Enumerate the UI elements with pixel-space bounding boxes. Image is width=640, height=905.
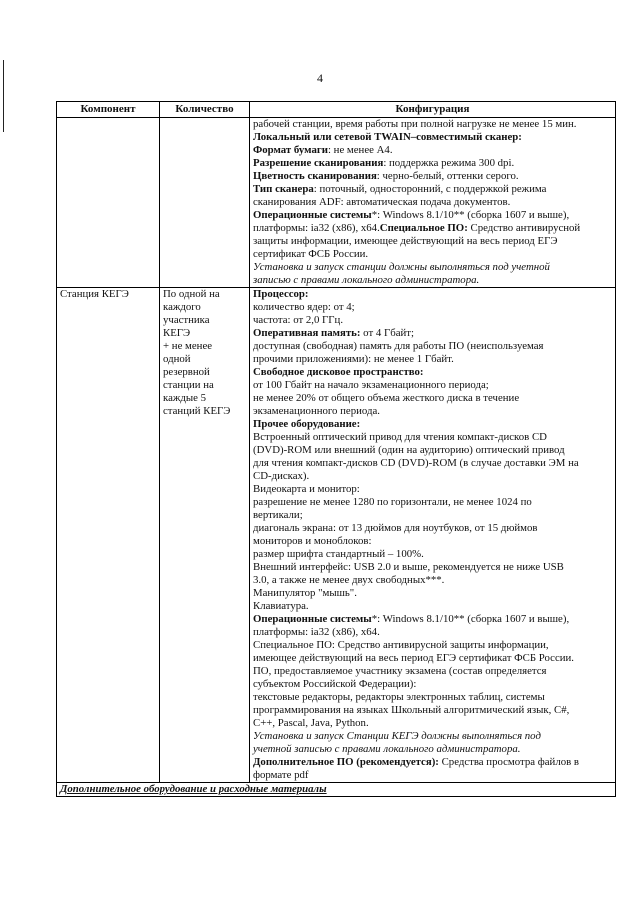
quantity-line: станций КЕГЭ (163, 405, 231, 417)
quantity-line: КЕГЭ (163, 327, 191, 339)
config-line: рабочей станции, время работы при полной нагрузке не менее 15 мин. (253, 118, 577, 130)
footer-title: Дополнительное оборудование и расходные материалы (60, 783, 327, 795)
config-line: защиты информации, имеющее действующий на весь период ЕГЭ (253, 235, 558, 247)
config-line: для чтения компакт-дисков CD (DVD)-ROM (в случае доставки ЭМ на (253, 457, 579, 469)
config-line: размер шрифта стандартный – 100%. (253, 548, 424, 560)
quantity-line: резервной (163, 366, 210, 378)
config-line: имеющее действующий на весь период ЕГЭ сертификат ФСБ России. (253, 652, 575, 664)
config-line: Разрешение сканирования: поддержка режима 300 dpi. (253, 157, 515, 169)
table-row-kege-station (57, 288, 616, 783)
config-line: диагональ экрана: от 13 дюймов для ноутбуков, от 15 дюймов (253, 522, 538, 534)
config-note: Установка и запуск станции должны выполняться под учетной (253, 261, 550, 273)
config-line: (DVD)-ROM или внешний (один на аудиторию) оптический привод (253, 444, 565, 456)
quantity-line: станции на (163, 379, 214, 391)
config-line: ПО, предоставляемое участнику экзамена (состав определяется (253, 665, 547, 677)
footer-cell (57, 783, 616, 797)
config-line: Цветность сканирования: черно-белый, оттенки серого. (253, 170, 519, 182)
config-note: учетной записью с правами локального администратора. (253, 743, 521, 755)
config-heading: Локальный или сетевой TWAIN–совместимый сканер: (253, 131, 522, 143)
config-line: Клавиатура. (253, 600, 309, 612)
config-line: Манипулятор "мышь". (253, 587, 357, 599)
config-line: Дополнительное ПО (рекомендуется): Средства просмотра файлов в (253, 756, 580, 768)
table-header-row (57, 102, 616, 118)
config-line: экзаменационного периода. (253, 405, 380, 417)
config-line: Специальное ПО: Средство антивирусной защиты информации, (253, 639, 549, 651)
config-line: Внешний интерфейс: USB 2.0 и выше, рекомендуется не ниже USB (253, 561, 564, 573)
config-line: количество ядер: от 4; (253, 301, 355, 313)
page-number: 4 (317, 71, 323, 85)
quantity-line: По одной на (163, 288, 220, 300)
config-heading: Процессор: (253, 288, 309, 300)
config-line: платформы: ia32 (x86), x64.Специальное ПО: Средство антивирусной (253, 222, 581, 234)
config-line: CD-дисках). (253, 470, 310, 482)
config-line: частота: от 2,0 ГГц. (253, 314, 344, 326)
config-heading: Прочее оборудование: (253, 418, 361, 430)
header-quantity: Количество (160, 102, 250, 118)
config-line: вертикали; (253, 509, 303, 521)
cell-quantity (160, 118, 250, 288)
config-note: Установка и запуск Станции КЕГЭ должны выполняться под (253, 730, 541, 742)
cell-quantity (160, 288, 250, 783)
config-line: 3.0, а также не менее двух свободных***. (253, 574, 445, 586)
cell-component: Станция КЕГЭ (57, 288, 160, 783)
config-line: С++, Pascal, Java, Python. (253, 717, 369, 729)
config-line: Тип сканера: поточный, односторонний, с поддержкой режима (253, 183, 547, 195)
config-line: от 100 Гбайт на начало экзаменационного периода; (253, 379, 489, 391)
config-line: платформы: ia32 (x86), x64. (253, 626, 380, 638)
table-row-scanner (57, 118, 616, 288)
config-line: Оперативная память: от 4 Гбайт; (253, 327, 414, 339)
config-line: текстовые редакторы, редакторы электронных таблиц, системы (253, 691, 545, 703)
config-line: программирования на языках Школьный алгоритмический язык, С#, (253, 704, 570, 716)
config-line: прочими приложениями): не менее 1 Гбайт. (253, 353, 454, 365)
config-line: Встроенный оптический привод для чтения компакт-дисков CD (253, 431, 547, 443)
quantity-line: участника (163, 314, 210, 326)
config-line: не менее 20% от общего объема жесткого диска в течение (253, 392, 520, 404)
header-component: Компонент (57, 102, 160, 118)
config-line: Формат бумаги: не менее А4. (253, 144, 393, 156)
config-line: доступная (свободная) память для работы ПО (неиспользуемая (253, 340, 544, 352)
cell-component (57, 118, 160, 288)
config-line: Операционные системы*: Windows 8.1/10** (сборка 1607 и выше), (253, 613, 570, 625)
table-row-footer (57, 783, 616, 797)
config-note: записью с правами локального администратора. (253, 274, 480, 286)
header-configuration: Конфигурация (250, 102, 616, 118)
config-line: формате pdf (253, 769, 309, 781)
config-line: субъектом Российской Федерации): (253, 678, 417, 690)
quantity-line: каждые 5 (163, 392, 206, 404)
cell-configuration (250, 288, 616, 783)
config-line: Операционные системы*: Windows 8.1/10** (сборка 1607 и выше), (253, 209, 570, 221)
quantity-line: каждого (163, 301, 201, 313)
config-line: разрешение не менее 1280 по горизонтали, не менее 1024 по (253, 496, 532, 508)
config-line: сертификат ФСБ России. (253, 248, 369, 260)
quantity-line: + не менее (163, 340, 213, 352)
config-line: Видеокарта и монитор: (253, 483, 360, 495)
quantity-line: одной (163, 353, 191, 365)
config-line: сканирования ADF: автоматическая подача документов. (253, 196, 511, 208)
cell-configuration (250, 118, 616, 288)
config-line: мониторов и моноблоков: (253, 535, 372, 547)
requirements-table (56, 101, 616, 797)
config-heading: Свободное дисковое пространство: (253, 366, 424, 378)
